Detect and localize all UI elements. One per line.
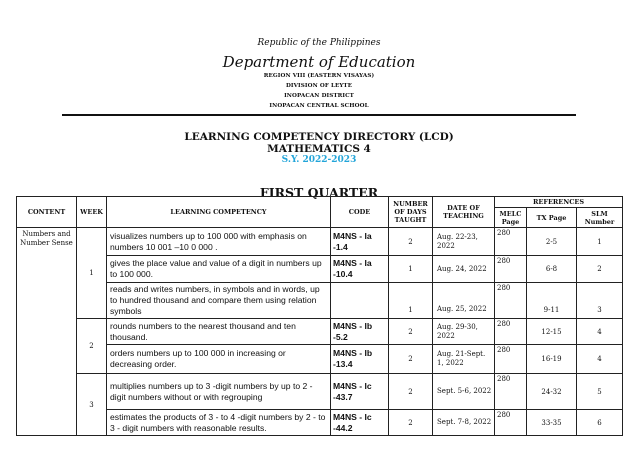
slm-cell: 6 bbox=[577, 410, 623, 436]
code-cell bbox=[331, 283, 389, 319]
header-slm: SLM Number bbox=[577, 208, 623, 228]
code-cell: M4NS - Ia -10.4 bbox=[331, 256, 389, 283]
competency-cell: gives the place value and value of a digit in numbers up to 100 000. bbox=[107, 256, 331, 283]
melc-cell: 280 bbox=[495, 345, 527, 374]
date-cell: Aug. 24, 2022 bbox=[433, 256, 495, 283]
slm-cell: 2 bbox=[577, 256, 623, 283]
table-row bbox=[17, 374, 623, 410]
school-year: S.Y. 2022-2023 bbox=[281, 155, 357, 165]
division-line: DIVISION OF LEYTE bbox=[285, 83, 353, 89]
melc-cell: 280 bbox=[495, 256, 527, 283]
date-cell: Sept. 5-6, 2022 bbox=[433, 374, 495, 410]
days-cell: 2 bbox=[389, 319, 433, 345]
slm-cell: 3 bbox=[577, 283, 623, 319]
week-cell: 1 bbox=[77, 228, 107, 319]
school-line: INOPACAN CENTRAL SCHOOL bbox=[269, 103, 369, 109]
melc-cell: 280 bbox=[495, 228, 527, 256]
melc-cell: 280 bbox=[495, 283, 527, 319]
tx-cell: 12-15 bbox=[527, 319, 577, 345]
header-week: WEEK bbox=[77, 197, 107, 228]
slm-cell: 4 bbox=[577, 319, 623, 345]
competency-cell: rounds numbers to the nearest thousand and ten thousand. bbox=[107, 319, 331, 345]
tx-cell: 6-8 bbox=[527, 256, 577, 283]
days-cell: 2 bbox=[389, 410, 433, 436]
days-cell: 2 bbox=[389, 374, 433, 410]
competency-cell: orders numbers up to 100 000 in increasing or decreasing order. bbox=[107, 345, 331, 374]
region-line: REGION VIII (EASTERN VISAYAS) bbox=[263, 73, 375, 79]
tx-cell: 16-19 bbox=[527, 345, 577, 374]
slm-cell: 4 bbox=[577, 345, 623, 374]
header-row bbox=[17, 197, 623, 208]
header-divider bbox=[62, 114, 576, 116]
republic-line: Republic of the Philippines bbox=[257, 38, 381, 48]
days-cell: 2 bbox=[389, 345, 433, 374]
table-row bbox=[17, 256, 623, 283]
header-date: DATE OF TEACHING bbox=[433, 197, 495, 228]
document-title: LEARNING COMPETENCY DIRECTORY (LCD) bbox=[184, 131, 454, 143]
header-days: NUMBER OF DAYS TAUGHT bbox=[389, 197, 433, 228]
code-cell: M4NS - Ic -44.2 bbox=[331, 410, 389, 436]
date-cell: Sept. 7-8, 2022 bbox=[433, 410, 495, 436]
header-melc: MELC Page bbox=[495, 208, 527, 228]
code-cell: M4NS - Ib -5.2 bbox=[331, 319, 389, 345]
competency-table bbox=[16, 196, 623, 436]
code-cell: M4NS - Ib -13.4 bbox=[331, 345, 389, 374]
table-row bbox=[17, 410, 623, 436]
competency-cell: multiplies numbers up to 3 -digit numbers by up to 2 - digit numbers without or with regrouping bbox=[107, 374, 331, 410]
table-row bbox=[17, 283, 623, 319]
table-row bbox=[17, 345, 623, 374]
tx-cell: 9-11 bbox=[527, 283, 577, 319]
competency-cell: visualizes numbers up to 100 000 with emphasis on numbers 10 001 –10 0 000 . bbox=[107, 228, 331, 256]
code-cell: M4NS - Ia -1.4 bbox=[331, 228, 389, 256]
week-cell: 2 bbox=[77, 319, 107, 374]
header-content: CONTENT bbox=[17, 197, 77, 228]
days-cell: 2 bbox=[389, 228, 433, 256]
date-cell: Aug. 22-23, 2022 bbox=[433, 228, 495, 256]
competency-cell: reads and writes numbers, in symbols and in words, up to hundred thousand and compare them using relation symbols bbox=[107, 283, 331, 319]
department-title: Department of Education bbox=[222, 53, 416, 71]
melc-cell: 280 bbox=[495, 319, 527, 345]
tx-cell: 24-32 bbox=[527, 374, 577, 410]
tx-cell: 33-35 bbox=[527, 410, 577, 436]
date-cell: Aug. 29-30, 2022 bbox=[433, 319, 495, 345]
melc-cell: 280 bbox=[495, 410, 527, 436]
table-row bbox=[17, 319, 623, 345]
days-cell: 1 bbox=[389, 283, 433, 319]
district-line: INOPACAN DISTRICT bbox=[284, 93, 354, 99]
competency-cell: estimates the products of 3 - to 4 -digit numbers by 2 - to 3 - digit numbers with reasonable results. bbox=[107, 410, 331, 436]
tx-cell: 2-5 bbox=[527, 228, 577, 256]
quarter-title: FIRST QUARTER bbox=[259, 185, 379, 200]
subject-title: MATHEMATICS 4 bbox=[267, 143, 371, 155]
table-row bbox=[17, 228, 623, 256]
content-cell: Numbers and Number Sense bbox=[17, 228, 77, 436]
header-competency: LEARNING COMPETENCY bbox=[107, 197, 331, 228]
slm-cell: 1 bbox=[577, 228, 623, 256]
melc-cell: 280 bbox=[495, 374, 527, 410]
days-cell: 1 bbox=[389, 256, 433, 283]
header-tx: TX Page bbox=[527, 208, 577, 228]
slm-cell: 5 bbox=[577, 374, 623, 410]
week-cell: 3 bbox=[77, 374, 107, 436]
date-cell: Aug. 21-Sept. 1, 2022 bbox=[433, 345, 495, 374]
header-code: CODE bbox=[331, 197, 389, 228]
header-references: REFERENCES bbox=[495, 197, 623, 208]
date-cell: Aug. 25, 2022 bbox=[433, 283, 495, 319]
code-cell: M4NS - Ic -43.7 bbox=[331, 374, 389, 410]
